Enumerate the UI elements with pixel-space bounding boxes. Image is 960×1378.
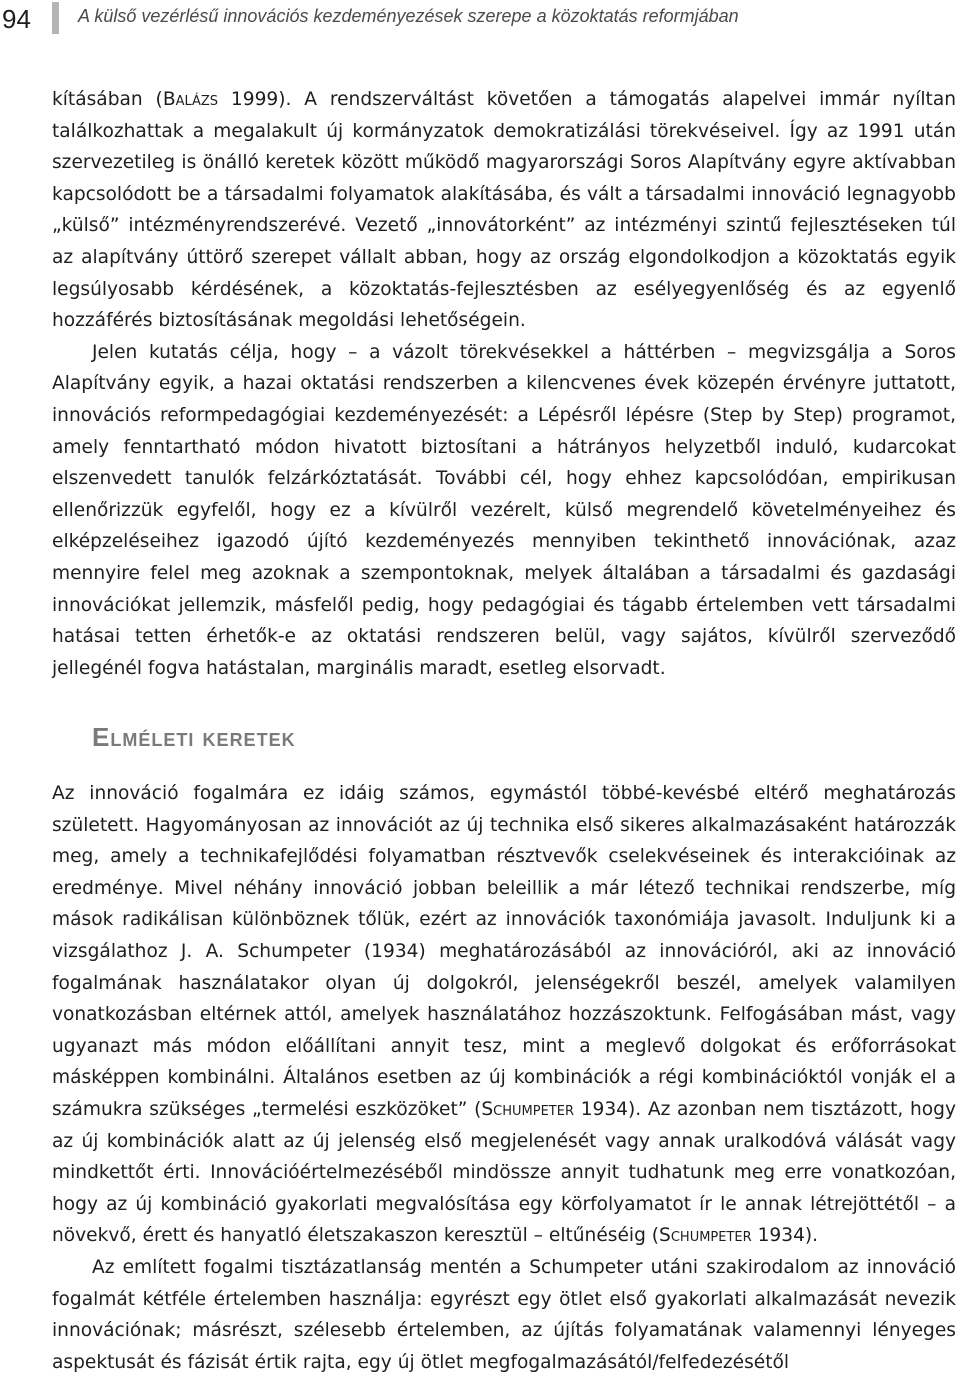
paragraph [52, 84, 956, 337]
section-heading: Elméleti keretek [92, 722, 296, 752]
text-run: kításában ( [52, 89, 163, 110]
text-run: 1934). [751, 1225, 819, 1247]
header-divider [52, 2, 59, 34]
citation-author: Balázs [162, 89, 219, 110]
paragraph [52, 778, 956, 1252]
text-run: Az innováció fogalmára ez idáig számos, egymástól többé-kevésbé eltérő meghatározás született. Hagyományosan az innovációt az új technika első sikeres alkalmazásaként határozzák meg, amely a technikafejlődési folyamatban résztvevők cselekvéseinek és interakcióinak az eredménye. Mivel néhány innováció jobban beleillik a már létező technikai rendszerbe, míg mások radikálisan különböznek tőlük, ezért az innovációk taxonómiája javasolt. Induljunk ki a vizsgálathoz J. A. Schumpeter (1934) meghatározásából az innovációról, aki az innováció fogalmának használatakor olyan új dolgokról, jelenségekről beszél, amelyek valamilyen vonatkozásban eltérnek attól, amelyek használatához hozzászoktunk. Felfogásában mást, vagy ugyanazt más módon előállítani annyit tesz, mint a meglevő dolgokat és erőforrásokat másképpen kombinálni. Általános esetben az új kombinációk a régi kombinációktól vonják el a számukra szükséges „termelési eszközöket” ( [52, 783, 956, 1120]
paragraph: Az említett fogalmi tisztázatlanság mentén a Schumpeter utáni szakirodalom az innováció fogalmát kétféle értelemben használja: egyrészt egy ötlet első gyakorlati alkalmazását nevezik innovációnak; másrészt, szélesebb értelemben, az újítás folyamatának valamennyi lényeges aspektusát és fázisát értik rajta, egy új ötlet megfogalmazásától/felfedezésétől [52, 1256, 956, 1373]
citation-author: Schumpeter [481, 1098, 574, 1120]
citation-author: Schumpeter [659, 1225, 752, 1247]
body-text-section-1 [52, 84, 956, 684]
text-run: 1999). A rendszerváltást követően a támogatás alapelvei immár nyíltan találkozhattak a megalakult új kormányzatok demokratizálási törekvéseivel. Így az 1991 után szervezetileg is önálló keretek között működő magyarországi Soros Alapítvány egyre aktívabban kapcsolódott be a társadalmi folyamatok alakításába, és vált a társadalmi innováció legnagyobb „külső” intézményrendszerévé. Vezető „innovátorként” az intézményi szintű fejlesztéseken túl az alapítvány úttörő szerepet vállalt abban, hogy az ország elgondolkodjon a közoktatás egyik legsúlyosabb kérdésének, a közoktatás-fejlesztésben az esélyegyenlőség és az egyenlő hozzáférés biztosításának megoldási lehetőségein. [52, 89, 956, 332]
page-number: 94 [2, 4, 31, 34]
paragraph: Jelen kutatás célja, hogy – a vázolt törekvésekkel a háttérben – megvizsgálja a Soros Alapítvány egyik, a hazai oktatási rendszerben a kilencvenes évek közepén érvényre juttatott, innovációs reformpedagógiai kezdeményezését: a Lépésről lépésre (Step by Step) programot, amely fenntartható módon hivatott biztosítani a hátrányos helyzetből induló, kudarcokat elszenvedett tanulók felzárkóztatását. További cél, hogy ehhez kapcsolódóan, empirikusan ellenőrizzük egyfelől, hogy ez a kívülről vezérelt, külső megrendelő követelményeihez és elképzeléseihez igazodó újító kezdeményezés mennyiben tekinthető innovációnak, azaz mennyire felel meg azoknak a szempontoknak, melyek általában a társadalmi és gazdasági innovációkat jellemzik, másfelől pedig, hogy pedagógiai és tágabb értelemben vett társadalmi hatásai tetten érhetők-e az oktatási rendszeren belül, vagy sajátos, kívülről szerveződő jellegénél fogva hatástalan, marginális maradt, esetleg elsorvadt. [52, 341, 956, 679]
body-text-section-2 [52, 778, 956, 1378]
running-title: A külső vezérlésű innovációs kezdeményezések szerepe a közoktatás reformjában [78, 6, 739, 26]
text-run: 1934). Az azonban nem tisztázott, hogy az új kombinációk alatt az új jelenség első megjelenését vagy annak uralkodóvá válását vagy mindkettőt érti. Innovációértelmezéséből mindössze annyit tudhatunk meg erre vonatkozóan, hogy az új kombináció gyakorlati megvalósítása egy körfolyamatot ír le annak létrejöttétől – a növekvő, érett és hanyatló életszakaszon keresztül – eltűnéséig ( [52, 1098, 956, 1247]
page-header [0, 0, 960, 40]
